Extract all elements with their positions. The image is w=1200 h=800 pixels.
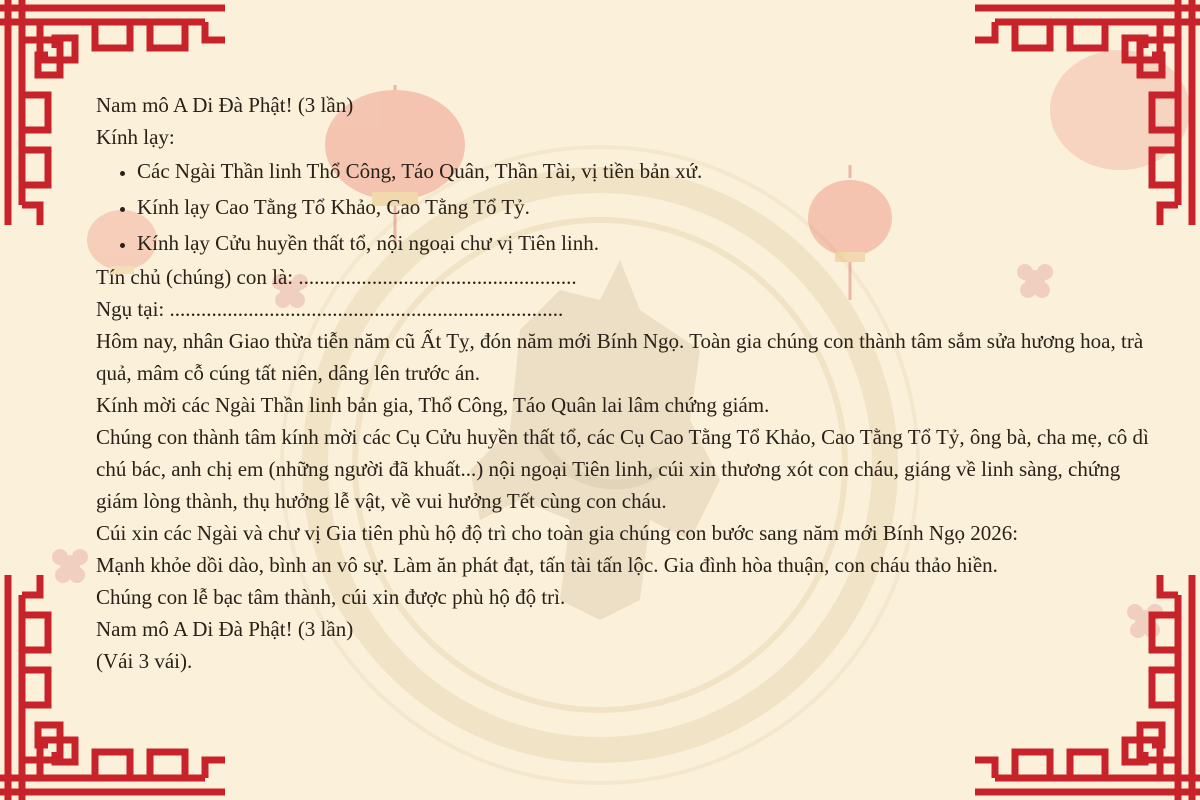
list-item: • Các Ngài Thần linh Thổ Công, Táo Quân, Thần Tài, vị tiền bản xứ. <box>137 153 1156 189</box>
prayer-text <box>96 89 1156 677</box>
ngu-tai-line: Ngụ tại: ........................................................................... <box>96 297 564 321</box>
kinh-lay-heading: Kính lạy: <box>96 125 175 149</box>
vai-line: (Vái 3 vái). <box>96 649 193 673</box>
opening-line: Nam mô A Di Đà Phật! (3 lần) <box>96 93 354 117</box>
list-item: • Kính lạy Cửu huyền thất tổ, nội ngoại chư vị Tiên linh. <box>137 225 1156 261</box>
list-item: • Kính lạy Cao Tằng Tổ Khảo, Cao Tằng Tổ Tỷ. <box>137 189 1156 225</box>
kinh-moi-paragraph: Kính mời các Ngài Thần linh bản gia, Thổ Công, Táo Quân lai lâm chứng giám. <box>96 393 770 417</box>
cui-xin-paragraph: Cúi xin các Ngài và chư vị Gia tiên phù hộ độ trì cho toàn gia chúng con bước sang năm mới Bính Ngọ 2026: <box>96 521 1019 545</box>
hom-nay-paragraph: Hôm nay, nhân Giao thừa tiễn năm cũ Ất Tỵ, đón năm mới Bính Ngọ. Toàn gia chúng con thành tâm sắm sửa hương hoa, trà quả, mâm cỗ cúng tất niên, dâng lên trước án. <box>96 329 1144 385</box>
closing-line: Nam mô A Di Đà Phật! (3 lần) <box>96 617 354 641</box>
le-bac-paragraph: Chúng con lễ bạc tâm thành, cúi xin được phù hộ độ trì. <box>96 585 566 609</box>
chung-con-paragraph: Chúng con thành tâm kính mời các Cụ Cửu huyền thất tổ, các Cụ Cao Tằng Tổ Khảo, Cao Tằng Tổ Tỷ, ông bà, cha mẹ, cô dì chú bác, anh chị em (những người đã khuất...) nội ngoại Tiên linh, cúi xin thương xót con cháu, giáng về linh sàng, chứng giám lòng thành, thụ hưởng lễ vật, về vui hưởng Tết cùng con cháu. <box>96 425 1149 513</box>
tin-chu-line: Tín chủ (chúng) con là: ..................................................... <box>96 265 577 289</box>
manh-khoe-paragraph: Mạnh khỏe dồi dào, bình an vô sự. Làm ăn phát đạt, tấn tài tấn lộc. Gia đình hòa thuận, con cháu thảo hiền. <box>96 553 998 577</box>
invocation-list <box>96 153 1156 261</box>
